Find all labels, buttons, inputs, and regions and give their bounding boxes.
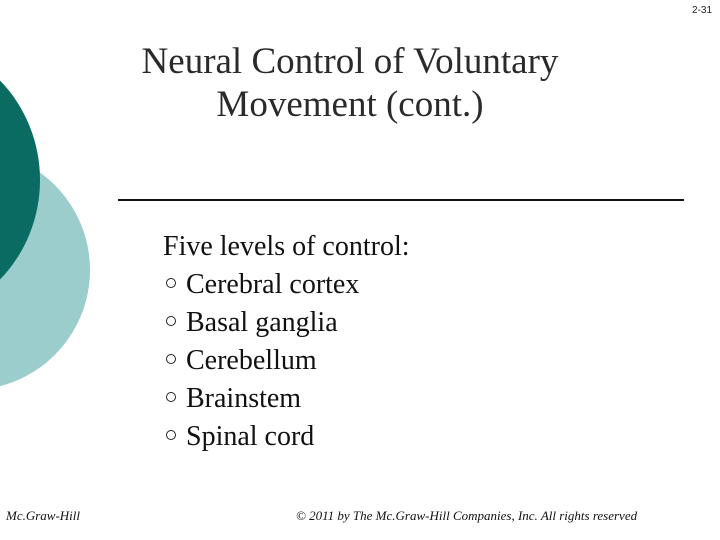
circle-bullet-icon [166, 392, 176, 402]
bullet-text: Basal ganglia [186, 307, 338, 338]
bullet-list [163, 266, 410, 456]
slide-title-line-1: Neural Control of Voluntary [141, 41, 559, 82]
bullet-item [163, 304, 410, 342]
bullet-text: Cerebral cortex [186, 269, 360, 300]
bullet-text: Cerebellum [186, 345, 317, 376]
bullet-item [163, 418, 410, 456]
footer-publisher: Mc.Graw-Hill [6, 508, 81, 523]
bullet-item [163, 266, 410, 304]
title-divider [118, 199, 684, 201]
circle-bullet-icon [166, 354, 176, 364]
bullet-text: Spinal cord [186, 421, 315, 452]
circle-bullet-icon [166, 278, 176, 288]
slide-title [100, 40, 600, 126]
body-intro: Five levels of control: [163, 231, 410, 262]
circle-bullet-icon [166, 430, 176, 440]
circle-bullet-icon [166, 316, 176, 326]
bullet-item [163, 342, 410, 380]
bullet-item [163, 380, 410, 418]
footer-copyright: © 2011 by The Mc.Graw-Hill Companies, Inc. All rights reserved [296, 508, 638, 523]
slide-number: 2-31 [691, 5, 712, 16]
bullet-text: Brainstem [186, 383, 302, 414]
slide-body [163, 228, 410, 456]
slide-title-line-2: Movement (cont.) [216, 84, 484, 125]
